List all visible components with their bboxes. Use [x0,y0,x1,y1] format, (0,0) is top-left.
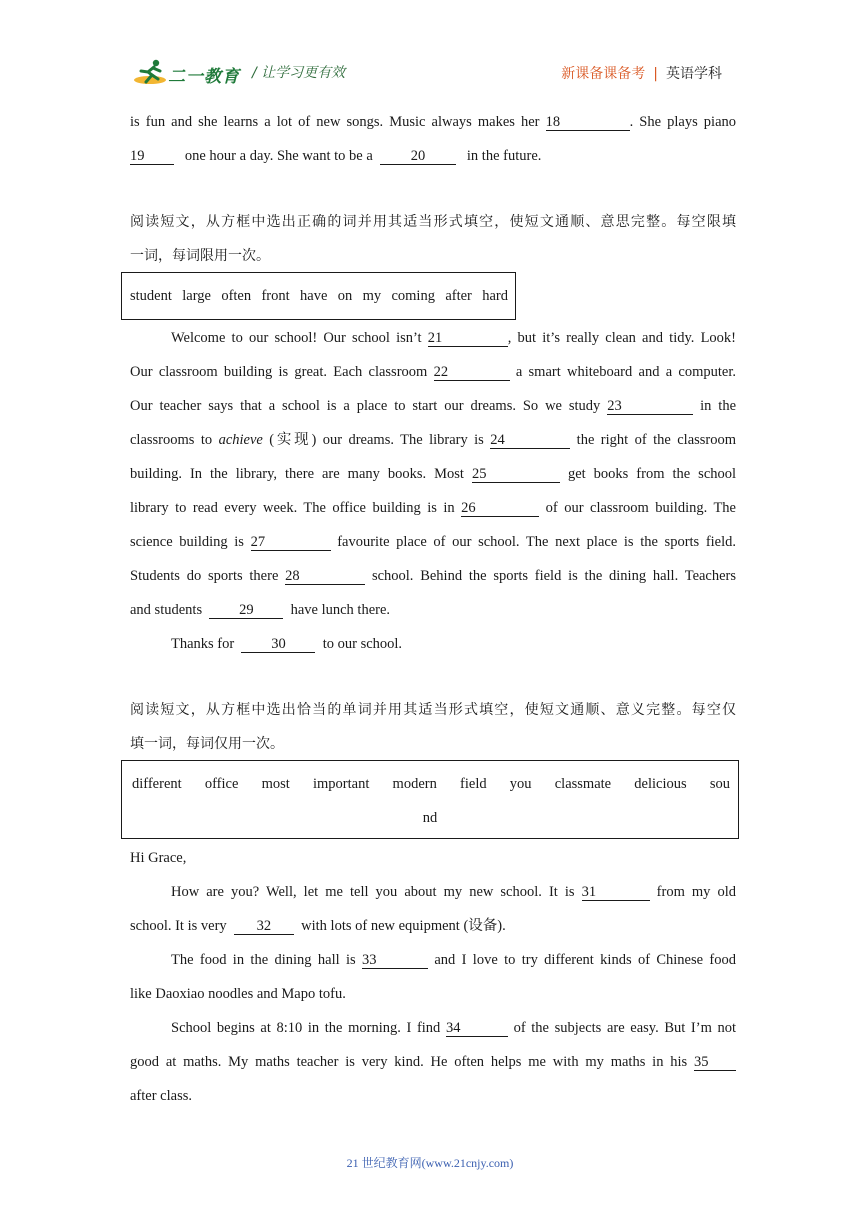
blank-26[interactable]: 26 [461,500,539,517]
blank-19[interactable]: 19 [130,148,174,165]
word-option: important [312,776,370,792]
passage-line [130,634,736,654]
text: (实现) our dreams. The library is [269,432,484,448]
instruction: 一词，每词限用一次。 [130,248,270,264]
text: favourite place of our school. The next place is the sports field. [337,534,737,550]
blank-25[interactable]: 25 [472,466,560,483]
blank-33[interactable]: 33 [362,952,428,969]
passage-line [130,146,736,166]
slogan: / 让学习更有效 [252,65,346,81]
word-option: sou [709,776,730,792]
passage-line [130,430,736,450]
passage-line [130,916,736,936]
header-separator: | [653,66,658,82]
word-option: classmate [554,776,612,792]
blank-28[interactable]: 28 [285,568,365,585]
text: science building is [130,534,244,550]
text: one hour a day. She want to be a [184,148,373,164]
passage-line [130,328,736,348]
passage-line [130,396,736,416]
blank-32[interactable]: 32 [234,918,294,935]
header-subject-label: 英语学科 [666,66,722,82]
blank-21[interactable]: 21 [428,330,508,347]
text: The food in the dining hall is [171,952,356,968]
passage-line [130,112,736,132]
passage-line [130,1018,736,1038]
passage-line [130,498,736,518]
word-box-text: student large often front have on my coming after hard [130,288,508,304]
text: of our classroom building. The [545,500,736,516]
passage-line [130,362,736,382]
text: Students do sports there [130,568,279,584]
passage-line [130,882,736,902]
word-box [121,272,516,320]
text: building. In the library, there are many books. Most [130,466,464,482]
text: good at maths. My maths teacher is very kind. He often helps me with my maths in his [130,1054,688,1070]
text: a smart whiteboard and a computer. [515,364,736,380]
blank-27[interactable]: 27 [251,534,331,551]
text: and students [130,602,203,618]
text: Thanks for [171,636,235,652]
blank-30[interactable]: 30 [241,636,315,653]
text: school. Behind the sports field is the dining hall. Teachers [371,568,737,584]
word-box-tail: nd [422,810,438,826]
word-option: field [460,776,487,792]
instruction: 阅读短文，从方框中选出正确的词并用其适当形式填空，使短文通顺、意思完整。每空限填 [130,214,736,230]
runner-logo-icon [132,58,168,86]
passage-line: after class. [130,1088,192,1104]
text: . She plays piano [629,114,737,130]
header-course-label: 新课备课备考 [561,66,646,82]
blank-23[interactable]: 23 [607,398,693,415]
footer-source: 21 世纪教育网(www.21cnjy.com) [346,1156,514,1170]
text: to our school. [322,636,403,652]
blank-34[interactable]: 34 [446,1020,508,1037]
text: library to read every week. The office building is in [130,500,455,516]
emphasis-word: achieve [218,432,263,448]
blank-31[interactable]: 31 [582,884,650,901]
word-option: office [204,776,239,792]
text: How are you? Well, let me tell you about my new school. It is [171,884,575,900]
text: from my old [656,884,737,900]
word-option: you [509,776,532,792]
text: Our classroom building is great. Each classroom [130,364,428,380]
blank-35[interactable]: 35 [694,1054,736,1071]
word-option: different [132,776,182,792]
logo-text: 二一教育 [168,67,240,87]
text: have lunch there. [290,602,391,618]
text: in the future. [466,148,542,164]
text: is fun and she learns a lot of new songs. Music always makes her [130,114,540,130]
passage-line [130,532,736,552]
text: the right of the classroom [576,432,737,448]
text: with lots of new equipment (设备). [301,918,506,934]
text: School begins at 8:10 in the morning. I find [171,1020,441,1036]
passage-line: like Daoxiao noodles and Mapo tofu. [130,986,346,1002]
blank-29[interactable]: 29 [209,602,283,619]
word-option: modern [392,776,437,792]
blank-22[interactable]: 22 [434,364,510,381]
header-subject [561,63,722,83]
text: Welcome to our school! Our school isn’t [171,330,422,346]
passage-line [130,566,736,586]
word-box [121,760,739,839]
text: in the [700,398,737,414]
greeting: Hi Grace, [130,850,187,866]
blank-24[interactable]: 24 [490,432,570,449]
text: classrooms to [130,432,213,448]
blank-18[interactable]: 18 [546,114,630,131]
instruction: 阅读短文，从方框中选出恰当的单词并用其适当形式填空，使短文通顺、意义完整。每空仅 [130,702,736,718]
text: , but it’s really clean and tidy. Look! [507,330,737,346]
passage-line [130,1052,736,1072]
passage-line [130,464,736,484]
word-option: most [261,776,290,792]
text: school. It is very [130,918,227,934]
word-option: delicious [634,776,687,792]
page-header [0,52,860,92]
word-box-row [132,774,730,794]
text: Our teacher says that a school is a place to start our dreams. So we study [130,398,601,414]
text: get books from the school [567,466,737,482]
text: and I love to try different kinds of Chinese food [434,952,736,968]
passage-line [130,600,736,620]
passage-line [130,950,736,970]
instruction: 填一词，每词仅用一次。 [130,736,284,752]
text: of the subjects are easy. But I’m not [513,1020,736,1036]
blank-20[interactable]: 20 [380,148,456,165]
